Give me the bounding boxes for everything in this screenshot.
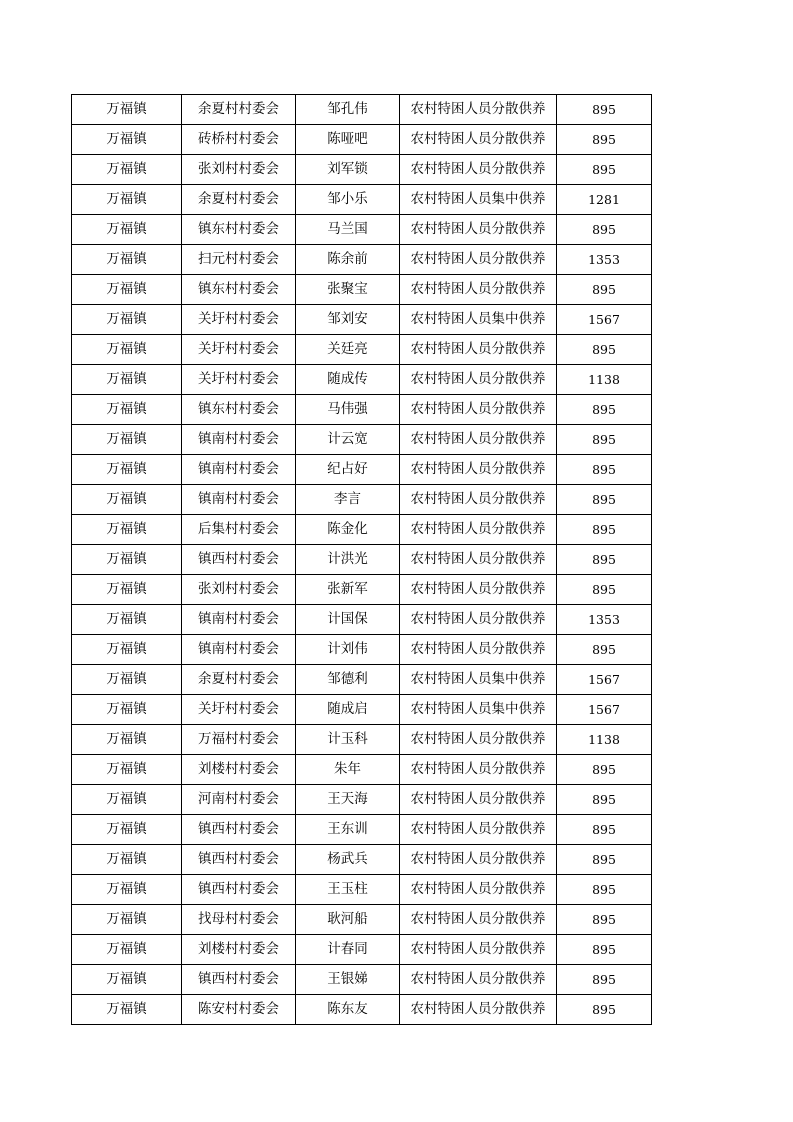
support-type-cell: 农村特困人员分散供养 <box>400 125 557 155</box>
village-cell: 关圩村村委会 <box>182 335 296 365</box>
town-cell: 万福镇 <box>72 965 182 995</box>
amount-cell: 895 <box>557 875 652 905</box>
amount-cell: 895 <box>557 125 652 155</box>
table-row <box>72 845 652 875</box>
amount-cell: 895 <box>557 935 652 965</box>
village-cell: 镇东村村委会 <box>182 395 296 425</box>
name-cell: 王银娣 <box>296 965 400 995</box>
amount-cell: 895 <box>557 755 652 785</box>
town-cell: 万福镇 <box>72 785 182 815</box>
town-cell: 万福镇 <box>72 455 182 485</box>
support-type-cell: 农村特困人员分散供养 <box>400 515 557 545</box>
town-cell: 万福镇 <box>72 425 182 455</box>
amount-cell: 895 <box>557 425 652 455</box>
town-cell: 万福镇 <box>72 755 182 785</box>
support-type-cell: 农村特困人员分散供养 <box>400 155 557 185</box>
support-type-cell: 农村特困人员分散供养 <box>400 995 557 1025</box>
table-row <box>72 995 652 1025</box>
village-cell: 关圩村村委会 <box>182 695 296 725</box>
town-cell: 万福镇 <box>72 515 182 545</box>
amount-cell: 895 <box>557 335 652 365</box>
town-cell: 万福镇 <box>72 845 182 875</box>
support-type-cell: 农村特困人员分散供养 <box>400 635 557 665</box>
amount-cell: 895 <box>557 845 652 875</box>
village-cell: 余夏村村委会 <box>182 95 296 125</box>
table-row <box>72 755 652 785</box>
village-cell: 镇西村村委会 <box>182 965 296 995</box>
town-cell: 万福镇 <box>72 725 182 755</box>
village-cell: 陈安村村委会 <box>182 995 296 1025</box>
name-cell: 随成启 <box>296 695 400 725</box>
town-cell: 万福镇 <box>72 155 182 185</box>
name-cell: 关廷亮 <box>296 335 400 365</box>
recipient-table-body <box>72 95 652 1025</box>
table-row <box>72 365 652 395</box>
amount-cell: 895 <box>557 395 652 425</box>
amount-cell: 1353 <box>557 245 652 275</box>
support-type-cell: 农村特困人员分散供养 <box>400 395 557 425</box>
town-cell: 万福镇 <box>72 545 182 575</box>
name-cell: 王玉柱 <box>296 875 400 905</box>
support-type-cell: 农村特困人员分散供养 <box>400 455 557 485</box>
village-cell: 砖桥村村委会 <box>182 125 296 155</box>
village-cell: 河南村村委会 <box>182 785 296 815</box>
table-row <box>72 155 652 185</box>
amount-cell: 895 <box>557 905 652 935</box>
table-row <box>72 95 652 125</box>
name-cell: 邹刘安 <box>296 305 400 335</box>
name-cell: 杨武兵 <box>296 845 400 875</box>
village-cell: 万福村村委会 <box>182 725 296 755</box>
name-cell: 随成传 <box>296 365 400 395</box>
village-cell: 镇西村村委会 <box>182 845 296 875</box>
table-row <box>72 305 652 335</box>
name-cell: 陈东友 <box>296 995 400 1025</box>
name-cell: 马兰国 <box>296 215 400 245</box>
town-cell: 万福镇 <box>72 305 182 335</box>
amount-cell: 1567 <box>557 305 652 335</box>
village-cell: 余夏村村委会 <box>182 185 296 215</box>
amount-cell: 1567 <box>557 665 652 695</box>
support-type-cell: 农村特困人员分散供养 <box>400 905 557 935</box>
village-cell: 镇东村村委会 <box>182 275 296 305</box>
village-cell: 刘楼村村委会 <box>182 755 296 785</box>
village-cell: 关圩村村委会 <box>182 365 296 395</box>
table-row <box>72 815 652 845</box>
support-type-cell: 农村特困人员分散供养 <box>400 425 557 455</box>
table-row <box>72 485 652 515</box>
town-cell: 万福镇 <box>72 605 182 635</box>
name-cell: 计洪光 <box>296 545 400 575</box>
amount-cell: 895 <box>557 575 652 605</box>
village-cell: 余夏村村委会 <box>182 665 296 695</box>
name-cell: 张新军 <box>296 575 400 605</box>
village-cell: 镇南村村委会 <box>182 425 296 455</box>
village-cell: 找母村村委会 <box>182 905 296 935</box>
support-type-cell: 农村特困人员分散供养 <box>400 485 557 515</box>
support-type-cell: 农村特困人员分散供养 <box>400 365 557 395</box>
support-type-cell: 农村特困人员集中供养 <box>400 665 557 695</box>
table-row <box>72 455 652 485</box>
name-cell: 陈金化 <box>296 515 400 545</box>
town-cell: 万福镇 <box>72 635 182 665</box>
table-row <box>72 275 652 305</box>
name-cell: 张聚宝 <box>296 275 400 305</box>
name-cell: 李言 <box>296 485 400 515</box>
town-cell: 万福镇 <box>72 365 182 395</box>
amount-cell: 1281 <box>557 185 652 215</box>
table-row <box>72 575 652 605</box>
amount-cell: 895 <box>557 545 652 575</box>
amount-cell: 895 <box>557 455 652 485</box>
town-cell: 万福镇 <box>72 995 182 1025</box>
amount-cell: 895 <box>557 995 652 1025</box>
table-row <box>72 395 652 425</box>
village-cell: 关圩村村委会 <box>182 305 296 335</box>
village-cell: 镇南村村委会 <box>182 635 296 665</box>
support-type-cell: 农村特困人员分散供养 <box>400 335 557 365</box>
name-cell: 王东训 <box>296 815 400 845</box>
town-cell: 万福镇 <box>72 905 182 935</box>
table-row <box>72 905 652 935</box>
name-cell: 邹孔伟 <box>296 95 400 125</box>
town-cell: 万福镇 <box>72 575 182 605</box>
amount-cell: 1138 <box>557 365 652 395</box>
table-row <box>72 935 652 965</box>
amount-cell: 1353 <box>557 605 652 635</box>
town-cell: 万福镇 <box>72 395 182 425</box>
town-cell: 万福镇 <box>72 485 182 515</box>
name-cell: 陈余前 <box>296 245 400 275</box>
town-cell: 万福镇 <box>72 335 182 365</box>
name-cell: 朱年 <box>296 755 400 785</box>
amount-cell: 1138 <box>557 725 652 755</box>
village-cell: 镇西村村委会 <box>182 875 296 905</box>
name-cell: 计春同 <box>296 935 400 965</box>
village-cell: 镇西村村委会 <box>182 815 296 845</box>
table-row <box>72 545 652 575</box>
town-cell: 万福镇 <box>72 695 182 725</box>
amount-cell: 895 <box>557 785 652 815</box>
name-cell: 计云宽 <box>296 425 400 455</box>
amount-cell: 895 <box>557 815 652 845</box>
table-row <box>72 125 652 155</box>
table-row <box>72 695 652 725</box>
support-type-cell: 农村特困人员分散供养 <box>400 875 557 905</box>
name-cell: 计刘伟 <box>296 635 400 665</box>
town-cell: 万福镇 <box>72 215 182 245</box>
table-row <box>72 875 652 905</box>
amount-cell: 895 <box>557 635 652 665</box>
town-cell: 万福镇 <box>72 275 182 305</box>
name-cell: 邹小乐 <box>296 185 400 215</box>
table-row <box>72 965 652 995</box>
name-cell: 王天海 <box>296 785 400 815</box>
amount-cell: 895 <box>557 155 652 185</box>
support-type-cell: 农村特困人员分散供养 <box>400 845 557 875</box>
town-cell: 万福镇 <box>72 95 182 125</box>
name-cell: 陈哑吧 <box>296 125 400 155</box>
support-type-cell: 农村特困人员分散供养 <box>400 785 557 815</box>
village-cell: 张刘村村委会 <box>182 155 296 185</box>
table-row <box>72 185 652 215</box>
support-type-cell: 农村特困人员分散供养 <box>400 275 557 305</box>
name-cell: 计国保 <box>296 605 400 635</box>
village-cell: 张刘村村委会 <box>182 575 296 605</box>
town-cell: 万福镇 <box>72 935 182 965</box>
recipient-table <box>71 94 652 1025</box>
support-type-cell: 农村特困人员集中供养 <box>400 695 557 725</box>
amount-cell: 895 <box>557 95 652 125</box>
support-type-cell: 农村特困人员分散供养 <box>400 215 557 245</box>
table-row <box>72 515 652 545</box>
support-type-cell: 农村特困人员分散供养 <box>400 815 557 845</box>
table-row <box>72 335 652 365</box>
support-type-cell: 农村特困人员分散供养 <box>400 245 557 275</box>
village-cell: 镇南村村委会 <box>182 605 296 635</box>
town-cell: 万福镇 <box>72 665 182 695</box>
name-cell: 纪占好 <box>296 455 400 485</box>
table-row <box>72 605 652 635</box>
amount-cell: 1567 <box>557 695 652 725</box>
support-type-cell: 农村特困人员分散供养 <box>400 605 557 635</box>
name-cell: 刘军锁 <box>296 155 400 185</box>
village-cell: 后集村村委会 <box>182 515 296 545</box>
support-type-cell: 农村特困人员分散供养 <box>400 95 557 125</box>
support-type-cell: 农村特困人员分散供养 <box>400 935 557 965</box>
village-cell: 扫元村村委会 <box>182 245 296 275</box>
support-type-cell: 农村特困人员分散供养 <box>400 545 557 575</box>
table-row <box>72 215 652 245</box>
town-cell: 万福镇 <box>72 185 182 215</box>
village-cell: 镇南村村委会 <box>182 455 296 485</box>
town-cell: 万福镇 <box>72 125 182 155</box>
support-type-cell: 农村特困人员分散供养 <box>400 755 557 785</box>
support-type-cell: 农村特困人员分散供养 <box>400 575 557 605</box>
support-type-cell: 农村特困人员分散供养 <box>400 725 557 755</box>
town-cell: 万福镇 <box>72 815 182 845</box>
town-cell: 万福镇 <box>72 245 182 275</box>
name-cell: 耿河船 <box>296 905 400 935</box>
support-type-cell: 农村特困人员集中供养 <box>400 185 557 215</box>
support-type-cell: 农村特困人员分散供养 <box>400 965 557 995</box>
name-cell: 邹德利 <box>296 665 400 695</box>
amount-cell: 895 <box>557 515 652 545</box>
amount-cell: 895 <box>557 215 652 245</box>
amount-cell: 895 <box>557 485 652 515</box>
amount-cell: 895 <box>557 275 652 305</box>
support-type-cell: 农村特困人员集中供养 <box>400 305 557 335</box>
town-cell: 万福镇 <box>72 875 182 905</box>
name-cell: 马伟强 <box>296 395 400 425</box>
name-cell: 计玉科 <box>296 725 400 755</box>
village-cell: 镇西村村委会 <box>182 545 296 575</box>
table-row <box>72 725 652 755</box>
table-row <box>72 635 652 665</box>
amount-cell: 895 <box>557 965 652 995</box>
village-cell: 刘楼村村委会 <box>182 935 296 965</box>
table-row <box>72 665 652 695</box>
table-row <box>72 425 652 455</box>
village-cell: 镇南村村委会 <box>182 485 296 515</box>
table-row <box>72 785 652 815</box>
table-row <box>72 245 652 275</box>
village-cell: 镇东村村委会 <box>182 215 296 245</box>
